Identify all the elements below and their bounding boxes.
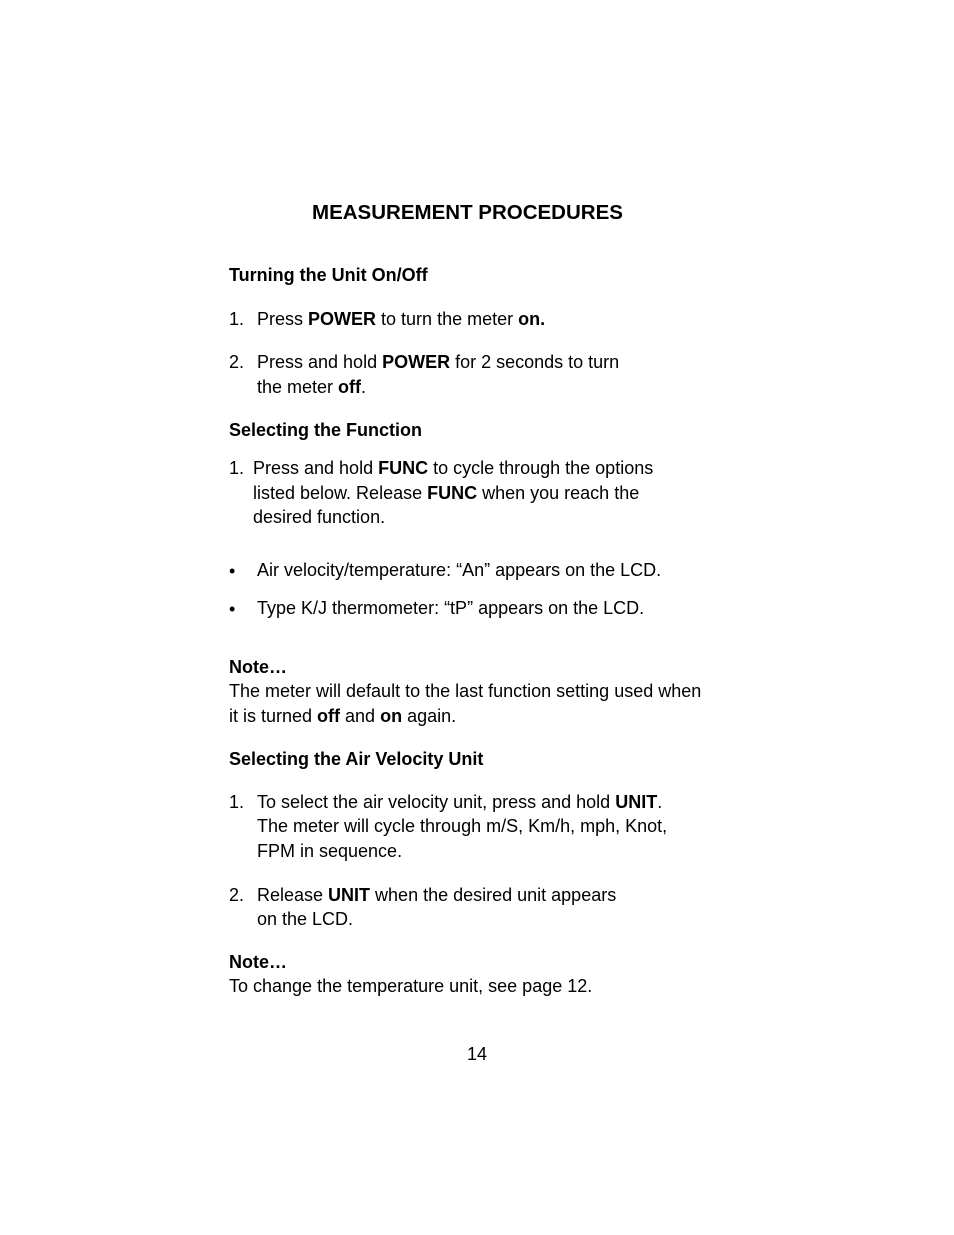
release-unit-step-line1: Release UNIT when the desired unit appears xyxy=(257,885,617,905)
step-number: 1. xyxy=(229,458,245,478)
step-number: 2. xyxy=(229,352,245,372)
step-number: 1. xyxy=(229,309,245,329)
unit-step-line3: FPM in sequence. xyxy=(257,841,403,861)
section-heading-function: Selecting the Function xyxy=(229,420,423,440)
note-text-line1: The meter will default to the last function setting used when xyxy=(229,681,702,701)
bullet-icon: • xyxy=(229,599,236,619)
step-number: 1. xyxy=(229,792,245,812)
unit-step-line2: The meter will cycle through m/S, Km/h, mph, Knot, xyxy=(257,816,668,836)
bullet-icon: • xyxy=(229,561,236,581)
func-step-line2: listed below. Release FUNC when you reach the xyxy=(253,483,640,503)
note-text-line2: it is turned off and on again. xyxy=(229,706,457,726)
unit-step-line1: To select the air velocity unit, press and hold UNIT. xyxy=(257,792,663,812)
bullet-item-air-velocity: Air velocity/temperature: “An” appears on the LCD. xyxy=(257,560,662,580)
note-label: Note… xyxy=(229,657,287,677)
bullet-item-thermometer: Type K/J thermometer: “tP” appears on the LCD. xyxy=(257,598,645,618)
section-heading-air-velocity-unit: Selecting the Air Velocity Unit xyxy=(229,749,484,769)
note-label: Note… xyxy=(229,952,287,972)
note-text: To change the temperature unit, see page 12. xyxy=(229,976,593,996)
page-title: MEASUREMENT PROCEDURES xyxy=(312,201,623,224)
release-unit-step-line2: on the LCD. xyxy=(257,909,354,929)
page-number: 14 xyxy=(467,1044,488,1064)
section-heading-on-off: Turning the Unit On/Off xyxy=(229,265,428,285)
power-off-step-line2: the meter off. xyxy=(257,377,367,397)
step-number: 2. xyxy=(229,885,245,905)
func-step-line1: Press and hold FUNC to cycle through the options xyxy=(253,458,654,478)
func-step-line3: desired function. xyxy=(253,507,386,527)
power-off-step-line1: Press and hold POWER for 2 seconds to turn xyxy=(257,352,620,372)
power-on-step: Press POWER to turn the meter on. xyxy=(257,309,546,329)
